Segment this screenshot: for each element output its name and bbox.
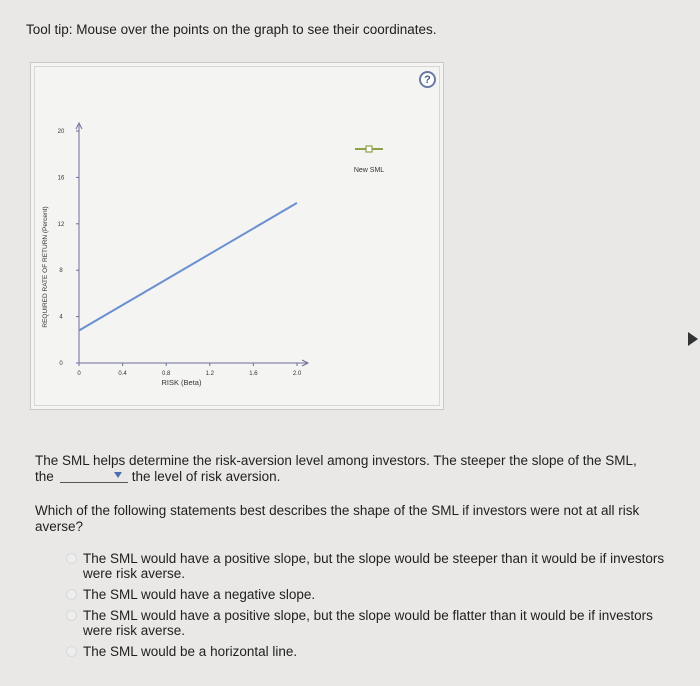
answer-option[interactable]: [66, 551, 666, 581]
answer-option-label: The SML would be a horizontal line.: [83, 644, 298, 659]
tooltip-message: Mouse over the points on the graph to see their coordinates.: [76, 22, 437, 37]
answer-option-label: The SML would have a negative slope.: [83, 587, 316, 602]
x-tick-label: 1.2: [205, 371, 214, 377]
answer-options: [66, 551, 666, 665]
y-axis-label: REQUIRED RATE OF RETURN (Percent): [42, 206, 49, 328]
tooltip-text: [26, 22, 437, 37]
x-tick-label: 0.8: [162, 371, 171, 377]
y-tick-label: 16: [57, 175, 65, 182]
answer-option-label: The SML would have a positive slope, but the slope would be steeper than it would be if investors were risk averse.: [83, 551, 665, 581]
answer-option[interactable]: [66, 644, 666, 659]
slope-dropdown[interactable]: [60, 469, 128, 483]
tooltip-label: Tool tip:: [26, 22, 73, 37]
legend-marker: [366, 146, 372, 152]
answer-option-label: The SML would have a positive slope, but the slope would be flatter than it would be if investors were risk averse.: [83, 608, 653, 638]
x-tick-label: 2.0: [292, 371, 302, 377]
question-1-after: the level of risk aversion.: [131, 469, 281, 484]
question-1: [35, 453, 655, 485]
radio-button[interactable]: [66, 646, 77, 657]
sml-line: [79, 203, 297, 331]
radio-button[interactable]: [66, 610, 77, 621]
y-tick-label: 4: [59, 314, 63, 321]
radio-button[interactable]: [66, 553, 77, 564]
x-tick-label: 0: [77, 371, 81, 377]
x-axis-label: RISK (Beta): [161, 378, 202, 387]
y-tick-label: 20: [57, 129, 65, 135]
next-arrow-icon[interactable]: [688, 332, 698, 346]
legend-label: New SML: [353, 167, 385, 174]
y-tick-label: 12: [57, 221, 65, 228]
x-tick-label: 1.6: [249, 371, 258, 377]
question-1-before: The SML helps determine the risk-aversion level among investors. The steeper the slope of the SML, the: [35, 453, 637, 484]
x-tick-label: 0.4: [118, 371, 127, 377]
answer-option[interactable]: [66, 608, 666, 638]
y-tick-label: 8: [59, 268, 63, 275]
graph-panel: [30, 62, 444, 410]
question-2: Which of the following statements best describes the shape of the SML if investors were not at all risk averse?: [35, 503, 640, 534]
dropdown-caret-icon: [114, 472, 122, 478]
y-tick-label: 0: [59, 361, 63, 367]
answer-option[interactable]: [66, 587, 666, 602]
sml-chart: [31, 63, 445, 411]
radio-button[interactable]: [66, 589, 77, 600]
question-mark-icon[interactable]: ?: [419, 71, 436, 88]
